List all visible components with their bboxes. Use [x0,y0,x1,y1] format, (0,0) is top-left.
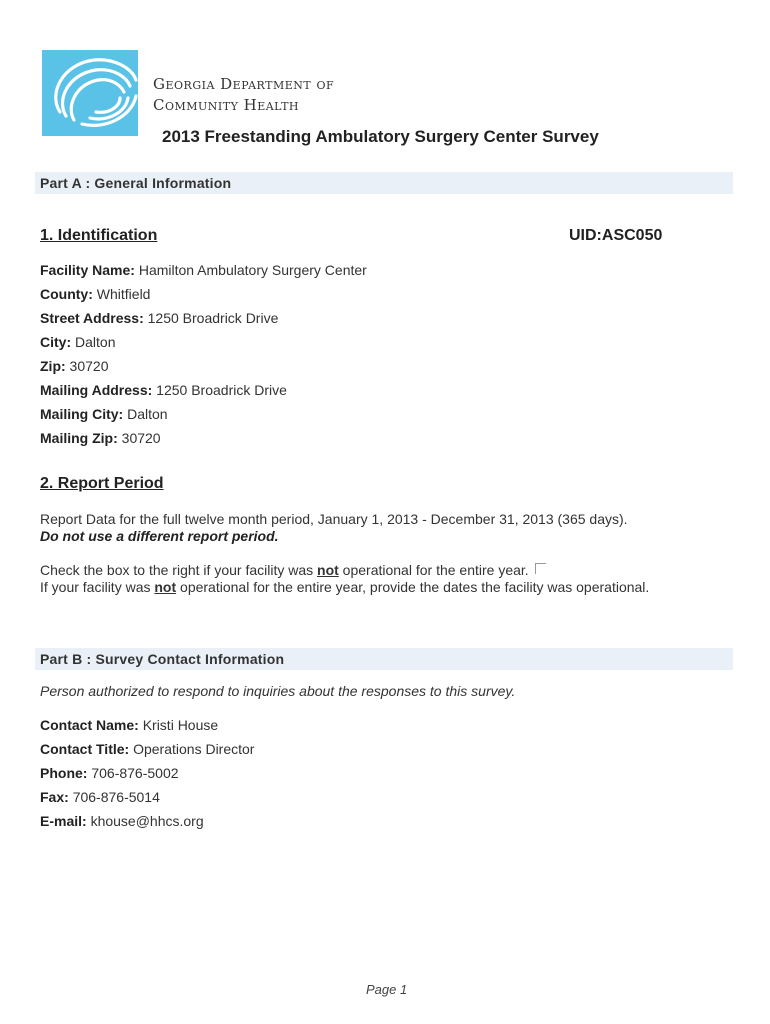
field-value: 706-876-5014 [72,789,160,805]
field-value: Dalton [127,406,168,422]
phone-field [40,765,179,781]
check-text-post: operational for the entire year. [338,562,529,578]
part-b-header [35,648,733,670]
street-address-field [40,310,278,326]
not-operational-checkbox[interactable] [535,563,546,574]
mailing-city-field [40,406,168,422]
dates-text-pre: If your facility was [40,579,155,595]
field-value: Whitfield [96,286,151,302]
field-value: Dalton [75,334,116,350]
field-label: Mailing City: [40,406,124,422]
dch-logo [42,50,138,136]
field-value: 30720 [69,358,109,374]
zip-field [40,358,108,374]
operational-dates-text [40,579,649,595]
org-line-2: Community Health [153,96,300,114]
uid-label: UID:ASC050 [569,227,663,244]
report-period-text: Report Data for the full twelve month period, January 1, 2013 - December 31, 2013 (365 days). [40,511,628,527]
field-label: Mailing Zip: [40,430,118,446]
county-field [40,286,150,302]
field-label: Facility Name: [40,262,135,278]
part-a-heading: Part A : General Information [40,175,232,191]
contact-intro-text: Person authorized to respond to inquiries about the responses to this survey. [40,683,516,699]
field-label: City: [40,334,72,350]
field-label: Contact Title: [40,741,130,757]
field-value: 706-876-5002 [91,765,179,781]
report-period-warning: Do not use a different report period. [40,528,279,544]
contact-name-field [40,717,218,733]
field-label: Mailing Address: [40,382,153,398]
field-value: Operations Director [133,741,255,757]
identification-heading: 1. Identification [40,227,158,244]
facility-name-field [40,262,367,278]
field-label: Fax: [40,789,69,805]
org-line-1: Georgia Department of [153,75,335,93]
field-value: 30720 [121,430,161,446]
field-label: E-mail: [40,813,87,829]
dates-text-not: not [154,579,177,595]
field-value: khouse@hhcs.org [90,813,204,829]
field-label: Street Address: [40,310,144,326]
field-label: County: [40,286,93,302]
check-text-not: not [317,562,339,578]
check-text-pre: Check the box to the right if your facility was [40,562,318,578]
part-a-header [35,172,733,194]
mailing-address-field [40,382,287,398]
fax-field [40,789,160,805]
email-field [40,813,204,829]
field-value: Hamilton Ambulatory Surgery Center [138,262,367,278]
dates-text-post: operational for the entire year, provide the dates the facility was operational. [176,579,650,595]
page-number: Page 1 [366,982,408,997]
field-value: 1250 Broadrick Drive [156,382,287,398]
contact-title-field [40,741,254,757]
not-operational-check-text [40,562,546,578]
field-label: Contact Name: [40,717,139,733]
city-field [40,334,115,350]
report-period-heading: 2. Report Period [40,475,164,492]
part-b-heading: Part B : Survey Contact Information [40,651,285,667]
mailing-zip-field [40,430,161,446]
field-value: Kristi House [142,717,219,733]
field-label: Zip: [40,358,66,374]
survey-title: 2013 Freestanding Ambulatory Surgery Center Survey [162,127,599,146]
organization-name [153,74,334,116]
field-label: Phone: [40,765,88,781]
field-value: 1250 Broadrick Drive [147,310,279,326]
